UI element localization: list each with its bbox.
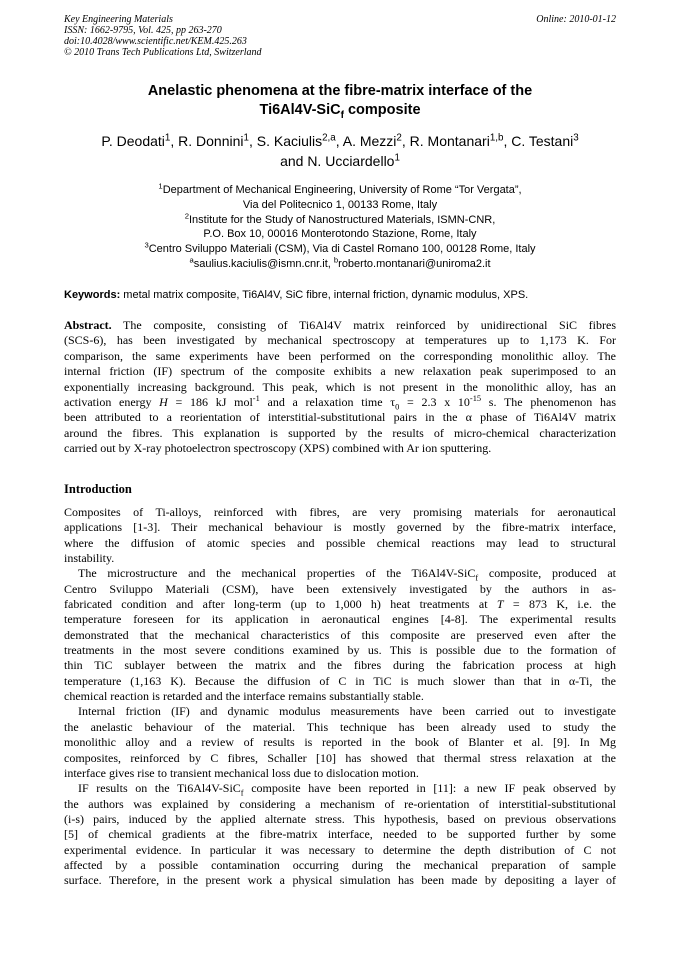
keywords-label: Keywords: [64, 289, 121, 301]
online-date: Online: 2010-01-12 [536, 14, 616, 25]
copyright: © 2010 Trans Tech Publications Ltd, Switzerland [64, 47, 262, 58]
keywords [64, 288, 616, 302]
abstract-line: exponentially increasing background. This peak, which is not present in the monolithic alloy, has an [64, 379, 616, 394]
text-line: demonstrated that the mechanical characteristics of this composite are preserved even after the [64, 627, 616, 642]
text-line: the authors was explained by considering a mechanism of re-orientation of interstitial-substitutional [64, 796, 616, 811]
keywords-text: metal matrix composite, Ti6Al4V, SiC fibre, internal friction, dynamic modulus, XPS. [120, 289, 529, 301]
text-line: (i-s) pairs, induced by the applied alternate stress. This hypothesis, based on previous observations [64, 811, 616, 826]
text-line: the anelastic behaviour of the material. This technique has been already used to study the [64, 719, 616, 734]
text-line: Composites of Ti-alloys, reinforced with fibres, are very promising materials for aeronautical [64, 505, 616, 519]
paper-title [64, 82, 616, 120]
text-line: thin TiC sublayer between the matrix and the fibres during the fabrication process at high [64, 658, 616, 673]
affiliations [64, 183, 616, 272]
journal-header [64, 14, 616, 58]
text-line: monolithic alloy and a review of results is reported in the book of Blanter et al. [9]. In Mg [64, 735, 616, 750]
text-line: applications [1-3]. Their mechanical behaviour is mostly governed by the fibre-matrix interface, [64, 520, 616, 535]
text-line: temperature (1,163 K). Because the diffusion of C in TiC is much slower than that in α-Ti, the [64, 673, 616, 688]
text-line: surface. Therefore, in the present work a physical simulation has been made by depositing a layer of [64, 873, 616, 888]
text-line: where the diffusion of atomic species and possible chemical reactions may lead to structural [64, 535, 616, 550]
affiliation-2-address: P.O. Box 10, 00016 Monterotondo Stazione, Rome, Italy [203, 228, 477, 241]
title-line-2: Ti6Al4V-SiC$_f$ composite [259, 102, 421, 121]
author-list [58, 131, 622, 171]
affiliation-1-address: Via del Politecnico 1, 00133 Rome, Italy [242, 198, 438, 211]
doi: doi:10.4028/www.scientific.net/KEM.425.263 [64, 36, 247, 47]
abstract-line: comparison, the same experiments have been performed on the corresponding monolithic alloy. The [64, 348, 616, 363]
text-line: experimental evidence. In particular it was necessary to determine the depth distribution of C not [64, 842, 616, 857]
text-line: instability. [64, 551, 115, 566]
text-line: composites, reinforced by C fibres, Schaller [10] has showed that thermal stress relaxation at the [64, 750, 616, 765]
text-line: affected by a possible contamination occurring during the mechanical preparation of sample [64, 857, 616, 872]
abstract-line: (SCS-6), has been investigated by mechanical spectroscopy at temperatures up to 1,173 K. For [64, 333, 616, 348]
section-heading-introduction: Introduction [64, 482, 132, 496]
affiliation-2: $^2$Institute for the Study of Nanostructured Materials, ISMN-CNR, [184, 210, 496, 226]
text-line: fabricated condition and after long-term (up to 1,000 h) heat treatments at T = 873 K, i.e. the [64, 597, 616, 612]
abstract [64, 318, 616, 457]
text-line: interface gives rise to transient mechanical loss due to dislocation motion. [64, 765, 419, 780]
text-line: treatments in the most severe conditions examined by us. This is possible due to the formation of [64, 643, 616, 658]
abstract-line: been attributed to a reorientation of interstitial-substitutional pairs in the α phase of Ti6Al4V matrix [64, 410, 616, 425]
text-line: Internal friction (IF) and dynamic modulus measurements have been carried out to investigate [78, 704, 616, 719]
text-line: temperature foreseen for its application in aeronautical engines [4-8]. The experimental results [64, 612, 616, 627]
journal-name: Key Engineering Materials [64, 14, 173, 25]
abstract-line: activation energy H = 186 kJ mol$^{-1}$ and a relaxation time $\tau_0 = 2.3$ x $10^{-15}$ s. The phenomenon has [64, 395, 616, 411]
abstract-line: carried out by X-ray photoelectron spectroscopy (XPS) combined with Ar ion sputtering. [64, 441, 492, 456]
text-line: chemical reaction is retarded and the interface remains substantially stable. [64, 689, 424, 704]
issn: ISSN: 1662-9795, Vol. 425, pp 263-270 [64, 25, 222, 36]
text-line: Centro Sviluppo Materiali (CSM), have been extensively investigated by the authors in as- [64, 581, 616, 596]
text-line: [5] of chemical gradients at the fibre-matrix interface, needed to be supported further by some [64, 827, 616, 842]
text-line: The microstructure and the mechanical properties of the Ti6Al4V-SiC$_f$ composite, produced at [78, 566, 616, 582]
text-line: IF results on the Ti6Al4V-SiC$_f$ composite have been reported in [11]: a new IF peak observed by [78, 781, 616, 797]
emails: $^a$saulius.kaciulis@ismn.cnr.it, $^b$roberto.montanari@uniroma2.it [189, 255, 491, 270]
authors-line-2: and N. Ucciardello$^1$ [280, 152, 400, 169]
affiliation-3: $^3$Centro Sviluppo Materiali (CSM), Via di Castel Romano 100, 00128 Rome, Italy [144, 240, 536, 256]
abstract-line: internal friction (IF) spectrum of the composite exhibits a new relaxation peak superimposed to an [64, 364, 616, 379]
authors-line-1: P. Deodati$^1$, R. Donnini$^1$, S. Kaciulis$^{2,a}$, A. Mezzi$^2$, R. Montanari$^{1,b}$, C. Testani$^3$ [101, 132, 579, 149]
affiliation-1: $^1$Department of Mechanical Engineering, University of Rome “Tor Vergata”, [158, 181, 522, 196]
introduction-body [64, 505, 616, 889]
abstract-line: around the fibres. This explanation is supported by the results of micro-chemical characterization [64, 425, 616, 440]
abstract-line: Abstract. The composite, consisting of Ti6Al4V matrix reinforced by unidirectional SiC fibres [64, 318, 616, 332]
title-line-1: Anelastic phenomena at the fibre-matrix interface of the [147, 83, 533, 99]
